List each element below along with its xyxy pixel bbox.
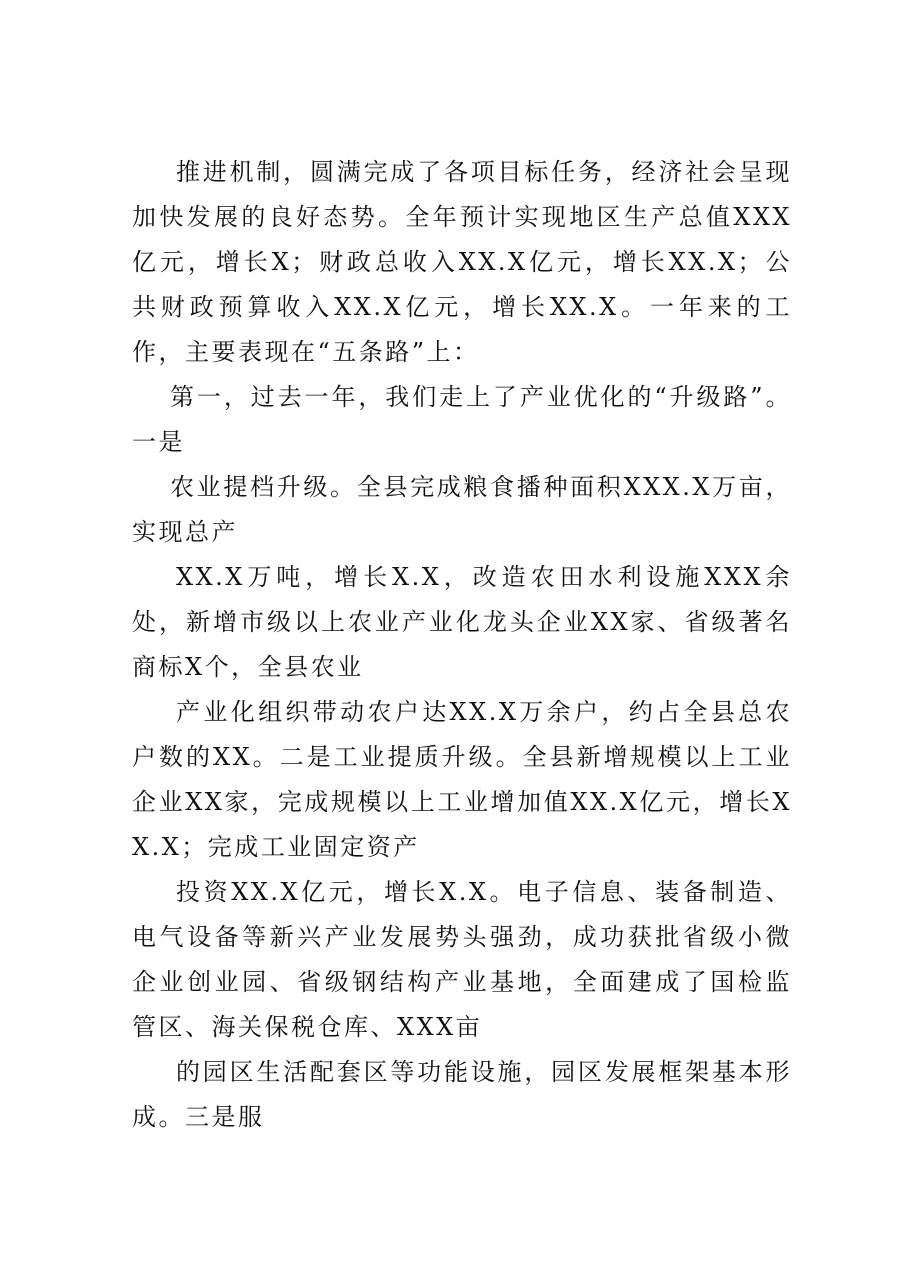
paragraph-4: XX.X万吨，增长X.X，改造农田水利设施XXX余处，新增市级以上农业产业化龙头企业XX家、省级著名商标X个，全县农业 [132,563,792,681]
paragraph-6: 投资XX.X亿元，增长X.X。电子信息、装备制造、电气设备等新兴产业发展势头强劲，成功获批省级小微企业创业园、省级钢结构产业基地，全面建成了国检监管区、海关保税仓库、XXX亩 [132,878,792,1041]
paragraph-3: 农业提档升级。全县完成粮食播种面积XXX.X万亩，实现总产 [132,473,792,546]
paragraph-1: 推进机制，圆满完成了各项目标任务，经济社会呈现加快发展的良好态势。全年预计实现地区生产总值XXX亿元，增长X；财政总收入XX.X亿元，增长XX.X；公共财政预算收入XX.X亿元，增长XX.X。一年来的工作，主要表现在“五条路”上： [132,158,792,366]
document-body [132,150,792,1140]
paragraph-5: 产业化组织带动农户达XX.X万余户，约占全县总农户数的XX。二是工业提质升级。全县新增规模以上工业企业XX家，完成规模以上工业增加值XX.X亿元，增长XX.X；完成工业固定资产 [132,698,792,861]
paragraph-7: 的园区生活配套区等功能设施，园区发展框架基本形成。三是服 [132,1058,792,1131]
paragraph-2: 第一，过去一年，我们走上了产业优化的“升级路”。一是 [132,383,792,456]
